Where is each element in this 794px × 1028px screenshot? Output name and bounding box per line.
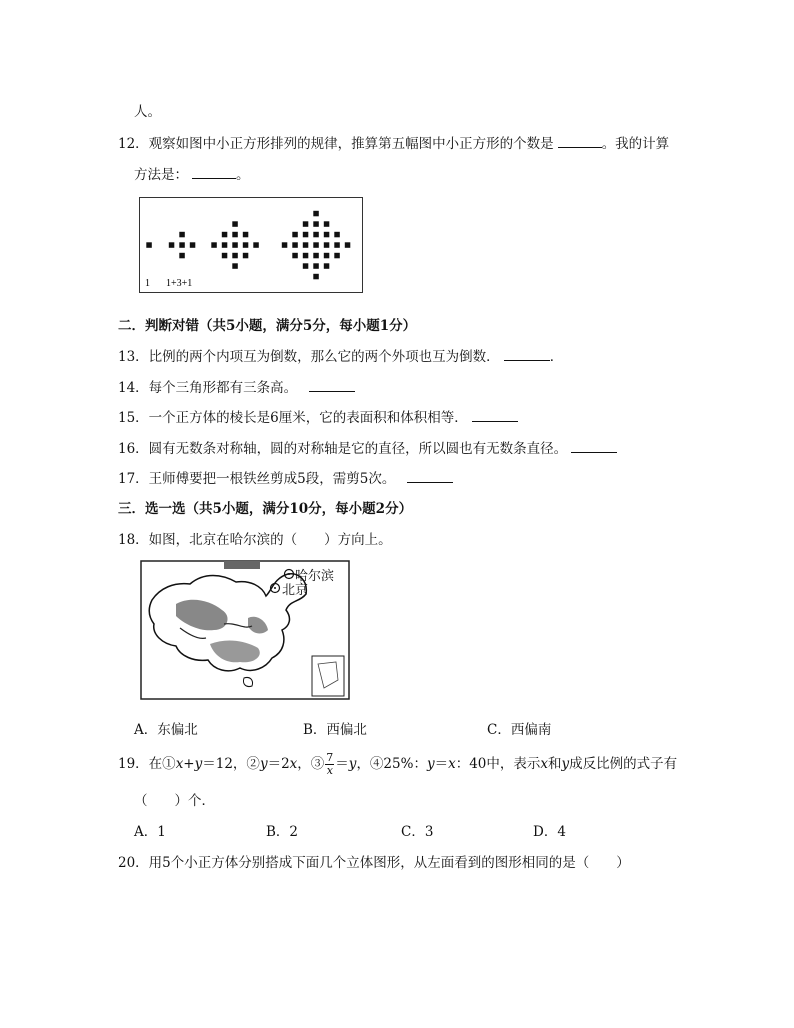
pattern-square: [253, 242, 258, 248]
q14-text: 14．每个三角形都有三条高。: [118, 380, 298, 396]
pattern-square: [345, 242, 351, 248]
q19-expr4-y: y: [426, 756, 435, 773]
q19-tail: 成反比例的式子有: [569, 756, 678, 773]
pattern-square: [324, 263, 330, 269]
pattern-square: [303, 253, 309, 258]
pattern-square: [179, 242, 185, 248]
pattern-square: [313, 263, 319, 269]
pattern-square: [232, 232, 238, 238]
pattern-square: [303, 242, 309, 248]
q12-method-label: 方法是：: [134, 167, 188, 183]
q19-option-c[interactable]: C．3: [401, 824, 434, 840]
pattern-label-2: 1+3+1: [166, 278, 193, 289]
square-pattern-figure: [139, 197, 363, 293]
q19-option-b[interactable]: B．2: [266, 824, 299, 840]
q15-line: [118, 406, 518, 426]
pattern-square: [179, 253, 185, 258]
q17-line: [118, 467, 453, 487]
pattern-square: [334, 232, 340, 238]
pattern-square: [211, 242, 217, 248]
q19-line1: [118, 752, 677, 777]
pattern-square: [303, 232, 309, 238]
map-label-beijing: 北京: [282, 582, 309, 597]
q19-expr2-y: y: [259, 756, 268, 773]
pattern-square: [313, 253, 319, 258]
q20-stem: 20．用5个小正方体分别搭成下面几个立体图形，从左面看到的图形相同的是（ ）: [118, 855, 630, 871]
q19-expr1-vars: x+y: [175, 756, 203, 773]
q19-expr2-sep: ，③: [297, 756, 325, 773]
q19-fraction: [325, 752, 334, 777]
q19-expr3-y: y: [348, 756, 357, 773]
q19-expr2-x: x: [289, 756, 298, 773]
q19-expr4-rest: ：40中，表示: [455, 756, 541, 773]
q19-expr2-eq: ＝2: [267, 756, 290, 773]
pattern-square: [292, 232, 298, 238]
pattern-square: [169, 242, 175, 248]
q16-blank[interactable]: [571, 451, 617, 453]
q18-option-a[interactable]: A．东偏北: [134, 722, 198, 738]
pattern-square: [282, 242, 288, 248]
pattern-label-1: 1: [145, 278, 150, 289]
q19-var-x: x: [540, 756, 549, 773]
q13-end: ．: [549, 349, 564, 365]
q14-blank[interactable]: [309, 390, 355, 392]
pattern-square: [243, 232, 249, 238]
q19-line2: （ ）个．: [134, 793, 215, 809]
section3-title: 三．选一选（共5小题，满分10分，每小题2分）: [118, 501, 413, 517]
square-pattern-svg: [140, 198, 362, 292]
pattern-square: [313, 211, 319, 217]
pattern-square: [313, 274, 319, 280]
pattern-square: [179, 232, 185, 238]
pattern-square: [303, 221, 309, 227]
q12-text: 12．观察如图中小正方形排列的规律，推算第五幅图中小正方形的个数是: [118, 136, 554, 152]
pattern-square: [190, 242, 196, 248]
china-map-svg: [140, 560, 350, 700]
pattern-square: [232, 221, 238, 227]
q16-text: 16．圆有无数条对称轴，圆的对称轴是它的直径，所以圆也有无数条直径。: [118, 441, 568, 457]
pattern-square: [303, 263, 309, 269]
q12-line2: [134, 163, 250, 183]
q13-line: [118, 345, 563, 365]
pattern-square: [313, 242, 319, 248]
pattern-square: [243, 253, 249, 258]
pattern-square: [324, 232, 330, 238]
pattern-square: [292, 253, 298, 258]
q19-option-a[interactable]: A．1: [134, 824, 166, 840]
pattern-square: [334, 253, 340, 258]
q19-expr4-eq: ＝: [434, 756, 449, 773]
q18-option-c[interactable]: C．西偏南: [487, 722, 552, 738]
pattern-square: [313, 232, 319, 238]
pattern-square: [324, 221, 330, 227]
q19-num: 19．在①: [118, 756, 176, 773]
q17-text: 17．王师傅要把一根铁丝剪成5段，需剪5次。: [118, 471, 396, 487]
q18-stem: 18．如图，北京在哈尔滨的（ ）方向上。: [118, 532, 392, 548]
q17-blank[interactable]: [407, 481, 453, 483]
q19-frac-num: 7: [326, 751, 334, 764]
q12-method-end: 。: [236, 167, 250, 183]
q12-line1: [118, 132, 669, 152]
pattern-square: [324, 253, 330, 258]
q14-line: [118, 376, 355, 396]
pattern-square: [292, 242, 298, 248]
q18-option-b[interactable]: B．西偏北: [303, 722, 367, 738]
q19-var-y: y: [561, 756, 570, 773]
pattern-square: [324, 242, 330, 248]
pattern-square: [232, 263, 238, 269]
q11-tail: 人。: [134, 104, 161, 120]
q16-line: [118, 437, 617, 457]
pattern-square: [243, 242, 249, 248]
china-map-figure: [140, 560, 350, 700]
pattern-square: [222, 232, 228, 238]
pattern-square: [232, 242, 238, 248]
q15-blank[interactable]: [472, 420, 518, 422]
pattern-square: [146, 242, 152, 248]
q19-expr4-x: x: [448, 756, 456, 773]
q19-and: 和: [548, 756, 562, 773]
q19-expr3-eq: ＝: [335, 756, 349, 773]
q19-expr3-sep: ，④25%：: [356, 756, 427, 773]
q12-answer-blank[interactable]: [558, 146, 602, 148]
q13-text: 13．比例的两个内项互为倒数，那么它的两个外项也互为倒数．: [118, 349, 500, 365]
q12-method-blank[interactable]: [192, 177, 236, 179]
q12-text-end: 。我的计算: [601, 136, 670, 152]
map-label-harbin: 哈尔滨: [295, 568, 335, 583]
pattern-square: [334, 242, 340, 248]
pattern-square: [222, 242, 228, 248]
section2-title: 二．判断对错（共5小题，满分5分，每小题1分）: [118, 318, 417, 334]
q19-option-d[interactable]: D．4: [533, 824, 566, 840]
q15-text: 15．一个正方体的棱长是6厘米，它的表面积和体积相等．: [118, 410, 468, 426]
q19-frac-den: x: [326, 764, 333, 778]
q13-blank[interactable]: [504, 359, 550, 361]
pattern-square: [222, 253, 228, 258]
pattern-square: [232, 253, 238, 258]
q19-expr1-rest: ＝12，②: [202, 756, 260, 773]
pattern-square: [313, 221, 319, 227]
